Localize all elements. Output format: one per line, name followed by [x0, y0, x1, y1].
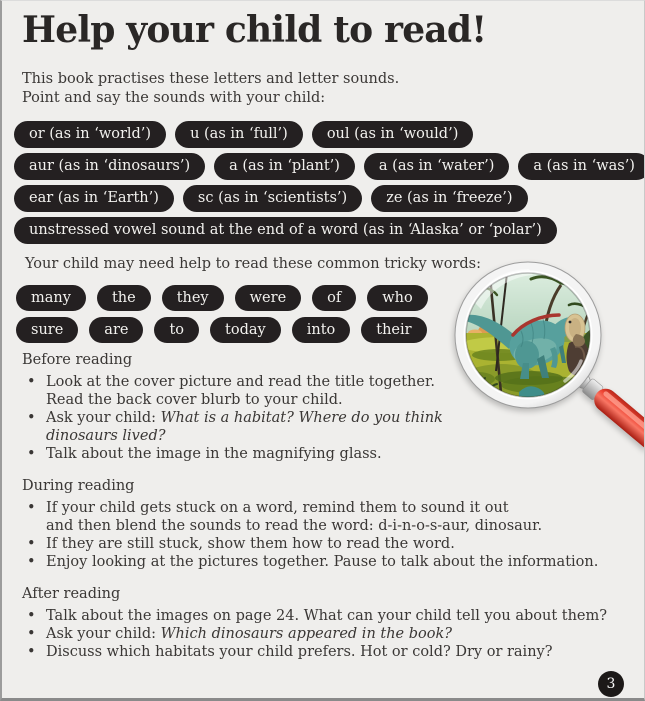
- bullet-question: What is a habitat? Where do you think: [160, 410, 443, 426]
- sound-pill: or (as in ‘world’): [14, 121, 166, 148]
- page-title: Help your child to read!: [22, 9, 487, 51]
- sound-pill-row: [14, 217, 645, 244]
- tricky-word-pill: into: [292, 317, 351, 343]
- sound-pill: a (as in ‘plant’): [214, 153, 355, 180]
- bullet-prefix: Ask your child:: [46, 410, 161, 426]
- magnifying-glass-illustration: [447, 251, 645, 476]
- sound-pill: ze (as in ‘freeze’): [371, 185, 527, 212]
- tricky-word-pill: were: [235, 285, 302, 311]
- tricky-words-group: [16, 285, 428, 349]
- intro-paragraph: [22, 70, 399, 108]
- bullet-text: [46, 409, 462, 427]
- bullet-question: dinosaurs lived?: [46, 428, 166, 444]
- bullet-list: [22, 607, 634, 661]
- bullet-item: • Talk about the images on page 24. What can your child tell you about them?: [22, 607, 634, 625]
- section-heading: During reading: [22, 478, 135, 494]
- tricky-word-pill: sure: [16, 317, 78, 343]
- sound-pill: sc (as in ‘scientists’): [183, 185, 362, 212]
- during-reading-section: [22, 477, 634, 571]
- bullet-text: • If your child gets stuck on a word, remind them to sound it out: [46, 500, 509, 516]
- sound-pill: aur (as in ‘dinosaurs’): [14, 153, 205, 180]
- section-heading: Before reading: [22, 352, 133, 368]
- bullet-text: • Look at the cover picture and read the title together.: [46, 374, 435, 390]
- tricky-word-pill: the: [97, 285, 151, 311]
- bullet-list: [22, 373, 462, 463]
- sound-pill: a (as in ‘water’): [364, 153, 509, 180]
- sound-pill-row: [14, 153, 645, 180]
- tricky-word-pill: their: [361, 317, 426, 343]
- tricky-word-pill: to: [154, 317, 199, 343]
- bullet-item: • If they are still stuck, show them how to read the word.: [22, 535, 634, 553]
- after-reading-section: [22, 585, 634, 661]
- sound-pill: oul (as in ‘would’): [312, 121, 474, 148]
- tricky-word-pill: many: [16, 285, 86, 311]
- sound-pill-row: [14, 121, 645, 148]
- sound-pill: u (as in ‘full’): [175, 121, 303, 148]
- bullet-text: Read the back cover blurb to your child.: [46, 392, 343, 408]
- sound-pill: a (as in ‘was’): [518, 153, 645, 180]
- bullet-item: • Discuss which habitats your child prefers. Hot or cold? Dry or rainy?: [22, 643, 634, 661]
- bullet-item: [22, 409, 462, 445]
- bullet-prefix: Ask your child:: [46, 626, 161, 642]
- intro-line: This book practises these letters and letter sounds.: [22, 71, 400, 87]
- tricky-word-pill: are: [89, 317, 143, 343]
- bullet-question: Which dinosaurs appeared in the book?: [160, 626, 453, 642]
- bullet-text: and then blend the sounds to read the word: d-i-n-o-s-aur, dinosaur.: [46, 518, 543, 534]
- tricky-pill-row: [16, 285, 428, 311]
- bullet-item: [22, 499, 634, 535]
- tricky-pill-row: [16, 317, 428, 343]
- tricky-word-pill: of: [312, 285, 356, 311]
- intro-line: Point and say the sounds with your child:: [22, 90, 326, 106]
- sound-pill-row: [14, 185, 645, 212]
- tricky-words-label: Your child may need help to read these common tricky words:: [25, 256, 481, 272]
- tricky-word-pill: who: [367, 285, 427, 311]
- sound-pill: unstressed vowel sound at the end of a word (as in ‘Alaska’ or ‘polar’): [14, 217, 557, 244]
- letter-sounds-group: [14, 121, 645, 249]
- bullet-list: [22, 499, 634, 571]
- bullet-item: • Talk about the image in the magnifying glass.: [22, 445, 462, 463]
- page-number-badge: 3: [598, 671, 624, 697]
- section-heading: After reading: [22, 586, 121, 602]
- tricky-word-pill: they: [162, 285, 224, 311]
- bullet-item: [22, 373, 462, 409]
- bullet-item: [22, 625, 634, 643]
- tricky-word-pill: today: [210, 317, 281, 343]
- bullet-item: • Enjoy looking at the pictures together. Pause to talk about the information.: [22, 553, 634, 571]
- sound-pill: ear (as in ‘Earth’): [14, 185, 174, 212]
